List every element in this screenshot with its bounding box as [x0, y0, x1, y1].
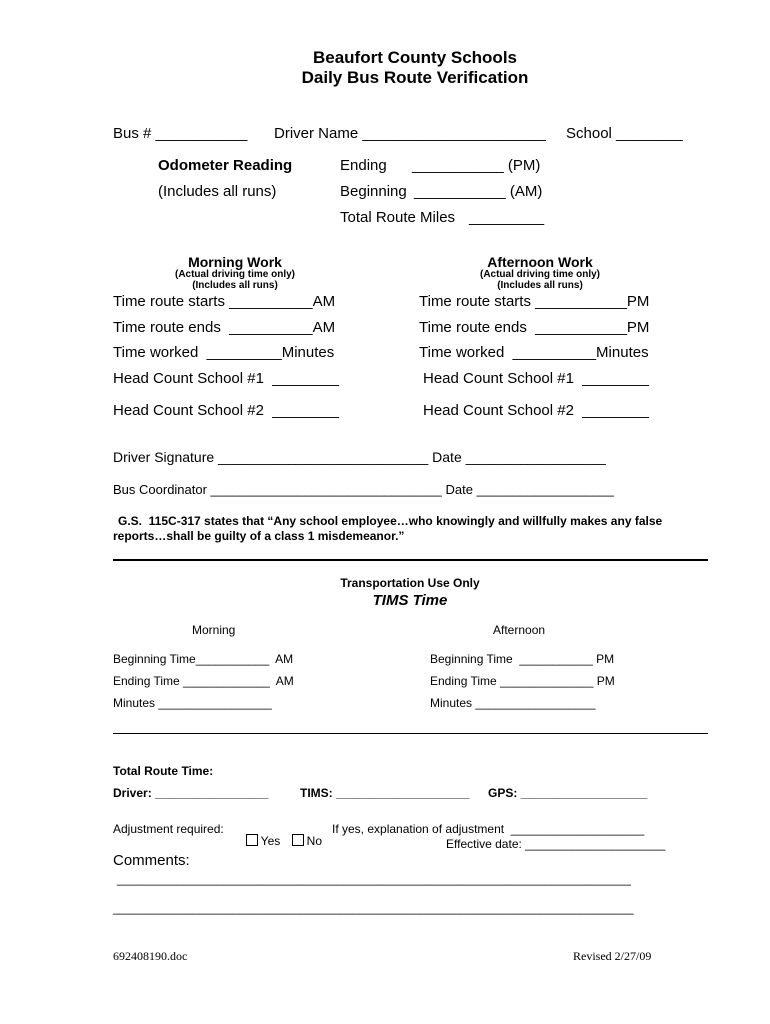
- tims-morning-ending-time[interactable]: Ending Time _____________ AM: [113, 674, 294, 688]
- form-subtitle: Daily Bus Route Verification: [301, 68, 529, 87]
- total-route-time-label: Total Route Time:: [113, 764, 214, 778]
- statute-notice-line-2: reports…shall be guilty of a class 1 misdemeanor.”: [113, 529, 405, 543]
- no-label: No: [306, 834, 323, 848]
- afternoon-time-worked[interactable]: Time worked __________Minutes: [419, 344, 649, 361]
- tims-morning-heading: Morning: [192, 623, 236, 637]
- afternoon-work-heading: Afternoon Work: [487, 254, 593, 270]
- afternoon-time-route-starts[interactable]: Time route starts ___________PM: [419, 293, 650, 310]
- afternoon-head-count-school-2[interactable]: Head Count School #2 ________: [423, 402, 650, 419]
- tims-afternoon-heading: Afternoon: [493, 623, 546, 637]
- total-tims-field[interactable]: TIMS: ____________________: [300, 786, 470, 800]
- yes-checkbox[interactable]: [246, 834, 258, 846]
- tims-time-heading: TIMS Time: [372, 592, 448, 609]
- adjustment-explanation-field[interactable]: If yes, explanation of adjustment ____________________: [332, 822, 645, 836]
- total-driver-field[interactable]: Driver: _________________: [113, 786, 269, 800]
- ending-label: Ending: [340, 157, 387, 174]
- beginning-odometer-field[interactable]: ___________ (AM): [414, 183, 543, 200]
- morning-note-actual: (Actual driving time only): [174, 269, 295, 280]
- tims-afternoon-beginning-time[interactable]: Beginning Time ___________ PM: [430, 652, 615, 666]
- statute-notice-line-1: G.S. 115C-317 states that “Any school employee…who knowingly and willfully makes any false: [118, 514, 663, 528]
- bus-coordinator-field[interactable]: Bus Coordinator ________________________________ Date ___________________: [113, 482, 614, 497]
- school-field[interactable]: School ________: [566, 125, 683, 142]
- beginning-label: Beginning: [340, 183, 407, 200]
- transportation-use-only-heading: Transportation Use Only: [340, 576, 480, 590]
- comments-line-2[interactable]: ______________________________________________________________________________: [113, 901, 634, 915]
- driver-name-field[interactable]: Driver Name ______________________: [274, 125, 546, 142]
- effective-date-field[interactable]: Effective date: _____________________: [446, 837, 666, 851]
- document-filename: 692408190.doc: [113, 949, 188, 963]
- adjustment-yes-option[interactable]: [239, 822, 280, 847]
- tims-afternoon-ending-time[interactable]: Ending Time ______________ PM: [430, 674, 615, 688]
- yes-label: Yes: [260, 834, 281, 848]
- driver-signature-field[interactable]: Driver Signature ___________________________ Date __________________: [113, 449, 606, 465]
- morning-work-heading: Morning Work: [188, 254, 282, 270]
- morning-time-route-starts[interactable]: Time route starts __________AM: [113, 293, 336, 310]
- bus-number-field[interactable]: Bus # ___________: [113, 125, 248, 142]
- adjustment-no-option[interactable]: [285, 822, 322, 847]
- comments-label: Comments:: [113, 852, 190, 869]
- total-route-miles-field[interactable]: _________: [469, 209, 545, 226]
- no-checkbox[interactable]: [292, 834, 304, 846]
- total-route-miles-label: Total Route Miles: [340, 209, 456, 226]
- afternoon-note-actual: (Actual driving time only): [479, 269, 600, 280]
- morning-head-count-school-1[interactable]: Head Count School #1 ________: [113, 370, 340, 387]
- total-gps-field[interactable]: GPS: ___________________: [488, 786, 648, 800]
- includes-all-runs-note: (Includes all runs): [158, 183, 277, 200]
- odometer-reading-label: Odometer Reading: [158, 157, 293, 174]
- adjustment-required-label: Adjustment required:: [113, 822, 224, 836]
- morning-note-includes: (Includes all runs): [192, 280, 278, 291]
- section-divider: [113, 559, 708, 561]
- revision-date: Revised 2/27/09: [573, 949, 652, 963]
- morning-time-route-ends[interactable]: Time route ends __________AM: [113, 319, 336, 336]
- afternoon-head-count-school-1[interactable]: Head Count School #1 ________: [423, 370, 650, 387]
- tims-divider: [113, 733, 708, 734]
- ending-odometer-field[interactable]: ___________ (PM): [412, 157, 541, 174]
- morning-time-worked[interactable]: Time worked _________Minutes: [113, 344, 335, 361]
- tims-morning-beginning-time[interactable]: Beginning Time___________ AM: [113, 652, 294, 666]
- comments-line-1[interactable]: _____________________________________________________________________________: [117, 872, 631, 886]
- afternoon-time-route-ends[interactable]: Time route ends ___________PM: [419, 319, 650, 336]
- form-title: Beaufort County Schools: [312, 48, 517, 67]
- morning-head-count-school-2[interactable]: Head Count School #2 ________: [113, 402, 340, 419]
- tims-morning-minutes[interactable]: Minutes _________________: [113, 696, 272, 710]
- tims-afternoon-minutes[interactable]: Minutes __________________: [430, 696, 596, 710]
- afternoon-note-includes: (Includes all runs): [497, 280, 583, 291]
